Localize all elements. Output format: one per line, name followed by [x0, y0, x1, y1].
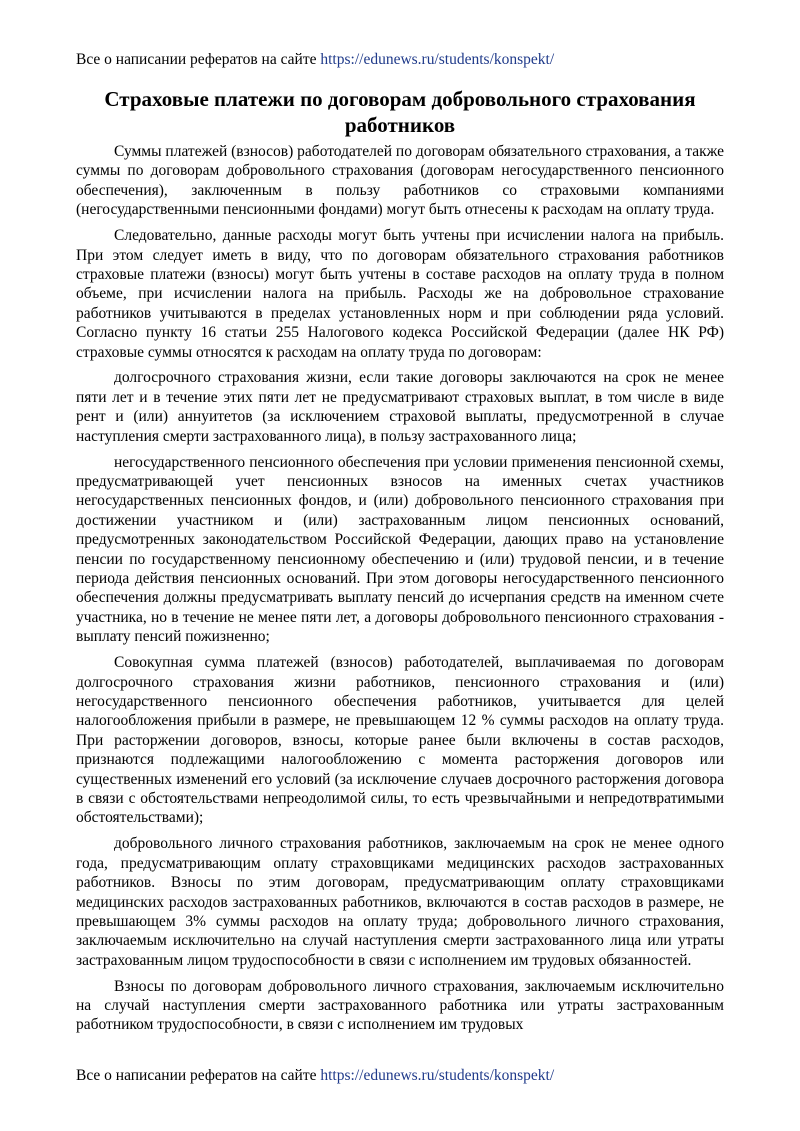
paragraph-life-insurance: долгосрочного страхования жизни, если такие договоры заключаются на срок не менее пяти лет и в течение этих пяти лет не предусматривают страховых выплат, в том числе в виде рент и (или) аннуитетов (за исключением страховой выплаты, предусмотренной в случае наступления смерти застрахованного лица), в пользу застрахованного лица; [76, 369, 724, 445]
header-text: Все о написании рефератов на сайте [76, 51, 317, 68]
document-body [76, 142, 724, 1041]
page-footer [76, 1066, 554, 1085]
page-header [76, 50, 554, 69]
footer-text: Все о написании рефератов на сайте [76, 1067, 317, 1084]
paragraph-tax-profit: Следовательно, данные расходы могут быть учтены при исчислении налога на прибыль. При этом следует иметь в виду, что по договорам обязательного страхования работников страховые платежи (взносы) могут быть учтены в составе расходов на оплату труда в полном объеме, при исчислении налога на прибыль. Расходы же на добровольное страхование работников учитываются в пределах установленных норм и при соблюдении ряда условий. Согласно пункту 16 статьи 255 Налогового кодекса Российской Федерации (далее НК РФ) страховые суммы относятся к расходам на оплату труда по договорам: [76, 227, 724, 361]
header-site-link[interactable]: https://edunews.ru/students/konspekt/ [320, 51, 555, 68]
footer-site-link[interactable]: https://edunews.ru/students/konspekt/ [320, 1067, 555, 1084]
paragraph-personal-insurance: добровольного личного страхования работников, заключаемым на срок не менее одного года, предусматривающим оплату страховщиками медицинских расходов застрахованных работников. Взносы по этим договорам, предусматривающим оплату страховщиками медицинских расходов застрахованных работников, включаются в состав расходов в размере, не превышающем 3% суммы расходов на оплату труда; добровольного личного страхования, заключаемым исключительно на случай наступления смерти застрахованного лица или утраты застрахованным лицом трудоспособности в связи с исполнением им трудовых обязанностей. [76, 835, 724, 969]
document-title: Страховые платежи по договорам добровольного страхования работников [104, 87, 696, 137]
paragraph-pension-provision: негосударственного пенсионного обеспечения при условии применения пенсионной схемы, предусматривающей учет пенсионных взносов на именных счетах участников негосударственных пенсионных фондов, и (или) добровольного пенсионного страхования при достижении участником и (или) застрахованным лицом пенсионных оснований, предусмотренных законодательством Российской Федерации, дающих право на установление пенсии по государственному пенсионному обеспечению и (или) трудовой пенсии, и в течение периода действия пенсионных оснований. При этом договоры негосударственного пенсионного обеспечения должны предусматривать выплату пенсий до исчерпания средств на именном счете участника, но в течение не менее пяти лет, а договоры добровольного пенсионного страхования - выплату пенсий пожизненно; [76, 453, 724, 646]
paragraph-intro: Суммы платежей (взносов) работодателей по договорам обязательного страхования, а также суммы по договорам добровольного страхования (договорам негосударственного пенсионного обеспечения), заключенным в пользу работников со страховыми компаниями (негосударственными пенсионными фондами) могут быть отнесены к расходам на оплату труда. [76, 143, 724, 219]
paragraph-contributions: Взносы по договорам добровольного личного страхования, заключаемым исключительно на случай наступления смерти застрахованного работника или утраты застрахованным работником трудоспособности, в связи с исполнением им трудовых [76, 977, 724, 1034]
paragraph-total-payments: Совокупная сумма платежей (взносов) работодателей, выплачиваемая по договорам долгосрочного страхования жизни работников, пенсионного страхования и (или) негосударственного пенсионного обеспечения работников, учитывается для целей налогообложения прибыли в размере, не превышающем 12 % суммы расходов на оплату труда. При расторжении договоров, взносы, которые ранее были включены в состав расходов, признаются подлежащими налогообложению с момента расторжения договоров или существенных изменений его условий (за исключение случаев досрочного расторжения договора в связи с обстоятельствами непреодолимой силы, то есть чрезвычайными и непредотвратимыми обстоятельствами); [76, 654, 724, 827]
